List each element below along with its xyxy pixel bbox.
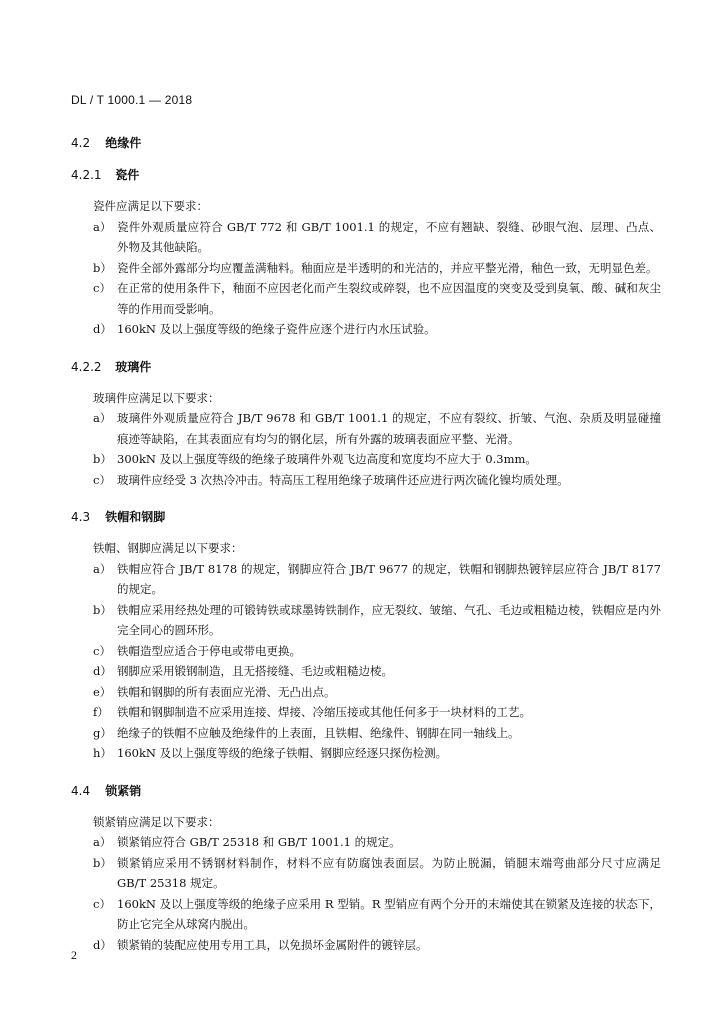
item-label: h） xyxy=(93,746,112,760)
section-4-3-heading xyxy=(71,506,661,528)
item-text: 锁紧销应采用不锈钢材料制作，材料不应有防腐蚀表面层。为防止脱漏，销腿末端弯曲部分尺寸应满足 GB/T 25318 规定。 xyxy=(117,855,661,890)
item-text: 钢脚应采用锻钢制造，且无搭接缝、毛边或粗糙边棱。 xyxy=(117,664,393,678)
item-label: b） xyxy=(93,452,112,466)
item-label: b） xyxy=(93,855,112,870)
page-number: 2 xyxy=(71,948,77,962)
section-4-4-heading xyxy=(71,780,661,802)
item-label: c） xyxy=(93,896,111,911)
section-number: 4.4 xyxy=(71,783,91,798)
section-title: 玻璃件 xyxy=(115,359,152,374)
section-number: 4.2 xyxy=(71,136,91,150)
item-text: 160kN 及以上强度等级的绝缘子应采用 R 型销。R 型销应有两个分开的末端使其在锁紧及连接的状态下，防止它完全从球窝内脱出。 xyxy=(117,896,661,931)
item-label: c） xyxy=(93,643,111,658)
item-label: a） xyxy=(93,219,112,234)
item-text: 瓷件全部外露部分均应覆盖满釉料。釉面应是半透明的和光洁的，并应平整光滑，釉色一致，无明显色差。 xyxy=(117,260,658,275)
list-item xyxy=(71,319,661,340)
item-text: 300kN 及以上强度等级的绝缘子玻璃件外观飞边高度和宽度均不应大于 0.3mm。 xyxy=(117,452,537,466)
list-item xyxy=(71,559,661,600)
list-item xyxy=(71,449,661,470)
item-text: 铁帽造型应适合于停电或带电更换。 xyxy=(117,643,301,658)
item-text: 铁帽和钢脚的所有表面应光滑、无凸出点。 xyxy=(117,684,336,699)
item-text: 绝缘子的铁帽不应触及绝缘件的上表面，且铁帽、绝缘件、钢脚在同一轴线上。 xyxy=(117,725,520,740)
section-intro: 锁紧销应满足以下要求： xyxy=(93,814,220,829)
item-label: b） xyxy=(93,602,112,617)
item-label: a） xyxy=(93,561,112,576)
item-text: 160kN 及以上强度等级的绝缘子铁帽、钢脚应经逐只探伤检测。 xyxy=(117,746,448,760)
section-number: 4.3 xyxy=(71,510,91,524)
list-item xyxy=(71,641,661,662)
section-intro: 铁帽、钢脚应满足以下要求： xyxy=(93,541,243,555)
item-text: 160kN 及以上强度等级的绝缘子瓷件应逐个进行内水压试验。 xyxy=(117,322,436,336)
list-item xyxy=(71,278,661,319)
item-text: 玻璃件应经受 3 次热冷冲击。特高压工程用绝缘子玻璃件还应进行两次硫化镍均质处理。 xyxy=(117,472,569,487)
list-item xyxy=(71,702,661,723)
item-label: c） xyxy=(93,281,111,295)
section-intro: 瓷件应满足以下要求： xyxy=(93,199,208,213)
section-intro: 玻璃件应满足以下要求： xyxy=(93,390,220,405)
document-header-id: DL / T 1000.1 — 2018 xyxy=(71,93,193,107)
item-label: d） xyxy=(93,664,112,678)
item-label: f） xyxy=(93,705,109,719)
section-title: 绝缘件 xyxy=(105,136,142,150)
item-text: 铁帽应采用经热处理的可锻铸铁或球墨铸铁制作，应无裂纹、皱缩、气孔、毛边或粗糙边棱，铁帽应是内外完全同心的圆环形。 xyxy=(117,602,661,637)
list-item xyxy=(71,661,661,682)
list-item xyxy=(71,935,661,956)
item-text: 瓷件外观质量应符合 GB/T 772 和 GB/T 1001.1 的规定，不应有翘缺、裂缝、砂眼气泡、层理、凸点、外物及其他缺陷。 xyxy=(117,219,661,254)
list-item xyxy=(71,682,661,703)
section-4-2-heading xyxy=(71,132,661,154)
item-text: 玻璃件外观质量应符合 JB/T 9678 和 GB/T 1001.1 的规定，不应有裂纹、折皱、气泡、杂质及明显碰撞痕迹等缺陷，在其表面应有均匀的钢化层，所有外露的玻璃表面应平整、光滑。 xyxy=(117,411,661,446)
item-label: a） xyxy=(93,411,112,425)
item-text: 铁帽应符合 JB/T 8178 的规定，钢脚应符合 JB/T 9677 的规定，铁帽和钢脚热镀锌层应符合 JB/T 8177 的规定。 xyxy=(117,561,661,596)
section-number: 4.2.1 xyxy=(71,168,102,182)
list-item xyxy=(71,470,661,491)
list-item xyxy=(71,217,661,258)
item-label: d） xyxy=(93,937,112,952)
section-number: 4.2.2 xyxy=(71,359,102,374)
section-title: 铁帽和钢脚 xyxy=(105,510,166,524)
list-item xyxy=(71,853,661,894)
list-item xyxy=(71,832,661,853)
item-text: 锁紧销的装配应使用专用工具，以免损坏金属附件的镀锌层。 xyxy=(117,937,428,952)
section-4-2-1-heading xyxy=(71,164,661,186)
item-label: g） xyxy=(93,725,112,740)
list-item xyxy=(71,408,661,449)
list-item xyxy=(71,600,661,641)
list-item xyxy=(71,258,661,279)
document-body xyxy=(71,128,661,955)
section-title: 锁紧销 xyxy=(105,783,142,798)
item-label: a） xyxy=(93,835,112,849)
item-label: d） xyxy=(93,322,112,336)
list-item xyxy=(71,723,661,744)
section-title: 瓷件 xyxy=(115,168,140,182)
item-label: e） xyxy=(93,684,112,699)
item-text: 铁帽和钢脚制造不应采用连接、焊接、冷缩压接或其他任何多于一块材料的工艺。 xyxy=(117,705,531,719)
item-text: 锁紧销应符合 GB/T 25318 和 GB/T 1001.1 的规定。 xyxy=(117,835,401,849)
item-label: c） xyxy=(93,472,111,487)
item-text: 在正常的使用条件下，釉面不应因老化而产生裂纹或碎裂，也不应因温度的突变及受到臭氧、酸、碱和灰尘等的作用而受影响。 xyxy=(117,281,661,316)
section-4-2-2-heading xyxy=(71,356,661,378)
item-label: b） xyxy=(93,260,112,275)
list-item xyxy=(71,894,661,935)
list-item xyxy=(71,743,661,764)
